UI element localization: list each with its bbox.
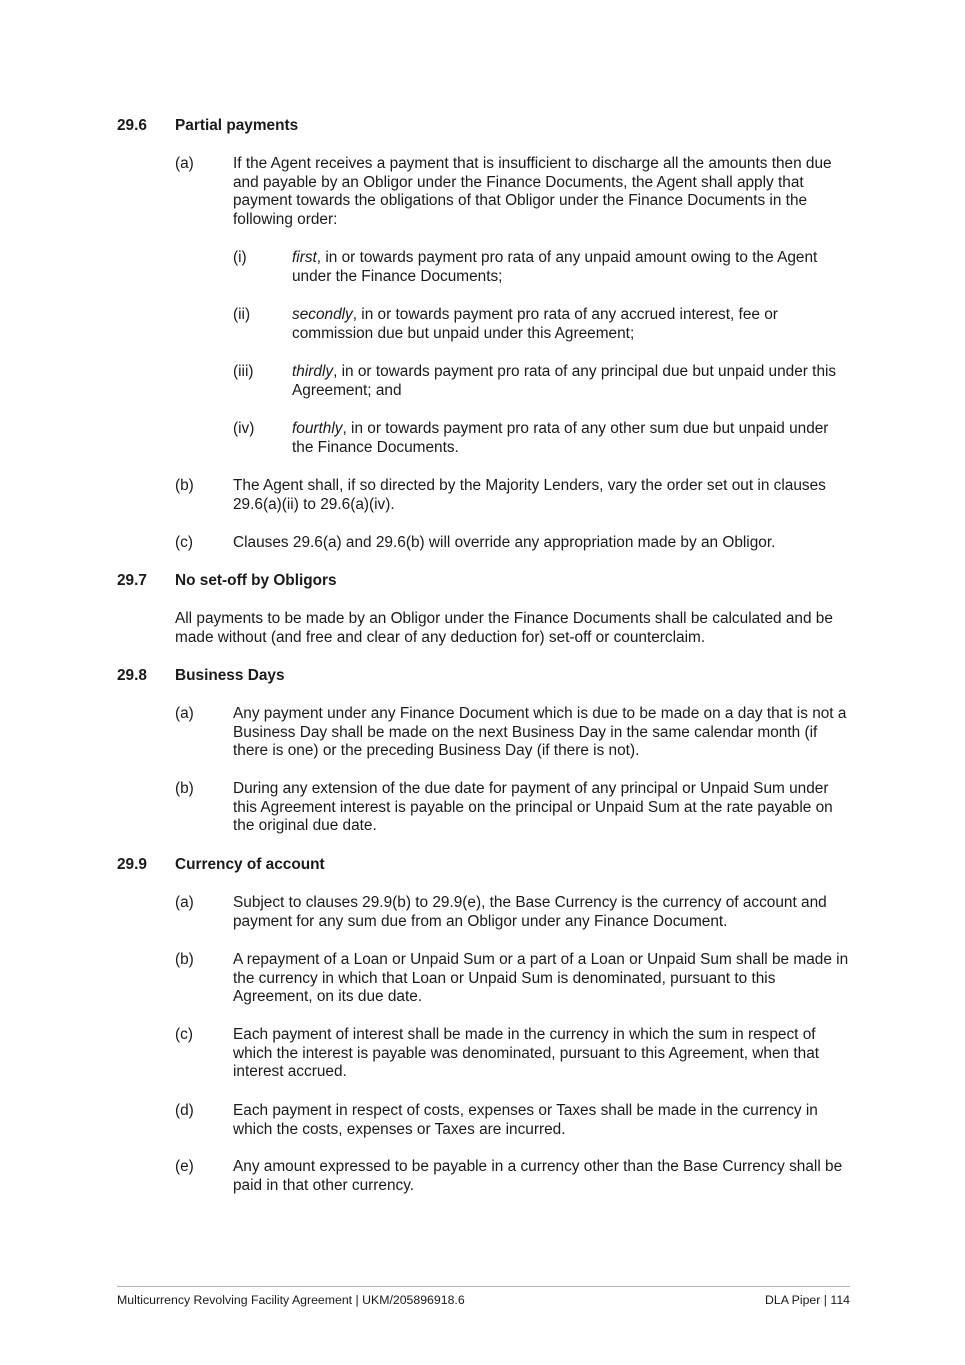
footer-divider xyxy=(117,1286,850,1287)
clause-29-6-a-iii xyxy=(233,363,850,400)
clause-label: (d) xyxy=(175,1102,194,1119)
footer-document-reference: Multicurrency Revolving Facility Agreement | UKM/205896918.6 xyxy=(117,1293,465,1307)
subclause-lead: thirdly xyxy=(292,363,334,380)
clause-29-9-d xyxy=(175,1102,850,1139)
clause-29-8-a xyxy=(175,705,850,761)
subclause-body: , in or towards payment pro rata of any other sum due but unpaid under the Finance Documents. xyxy=(292,420,829,456)
clause-text: Each payment in respect of costs, expenses or Taxes shall be made in the currency in which the costs, expenses or Taxes are incurred. xyxy=(233,1102,818,1138)
clause-text: Subject to clauses 29.9(b) to 29.9(e), the Base Currency is the currency of account and payment for any sum due from an Obligor under any Finance Document. xyxy=(233,894,827,930)
clause-29-6-a-ii xyxy=(233,306,850,343)
clause-label: (b) xyxy=(175,780,194,797)
clause-29-8-b xyxy=(175,780,850,836)
clause-label: (c) xyxy=(175,1026,193,1043)
clause-29-6-c xyxy=(175,534,850,553)
footer-page-number: DLA Piper | 114 xyxy=(765,1293,850,1307)
clause-29-6-a-i xyxy=(233,249,850,286)
subclause-text xyxy=(292,249,850,286)
section-title: Currency of account xyxy=(175,856,325,873)
clause-29-9-e xyxy=(175,1158,850,1195)
section-title: No set-off by Obligors xyxy=(175,572,337,589)
clause-label: (a) xyxy=(175,705,194,722)
subclause-text xyxy=(292,420,850,457)
subclause-label: (iii) xyxy=(233,363,254,380)
clause-29-6-a xyxy=(175,155,850,230)
clause-label: (e) xyxy=(175,1158,194,1175)
subclause-lead: first xyxy=(292,249,317,266)
clause-text: If the Agent receives a payment that is insufficient to discharge all the amounts then due and payable by an Obligor under the Finance Documents, the Agent shall apply that payment towards the obligations of that Obligor under the Finance Documents in the following order: xyxy=(233,155,832,229)
clause-label: (a) xyxy=(175,894,194,911)
subclause-lead: fourthly xyxy=(292,420,343,437)
clause-29-6-b xyxy=(175,477,850,514)
subclause-lead: secondly xyxy=(292,306,353,323)
subclause-text xyxy=(292,363,850,400)
clause-label: (b) xyxy=(175,477,194,494)
subclause-label: (iv) xyxy=(233,420,255,437)
clause-text: A repayment of a Loan or Unpaid Sum or a part of a Loan or Unpaid Sum shall be made in the currency in which that Loan or Unpaid Sum is denominated, pursuant to this Agreement, on its due date. xyxy=(233,951,849,1006)
clause-text: Each payment of interest shall be made in the currency in which the sum in respect of which the interest is payable was denominated, pursuant to this Agreement, when that interest accrued. xyxy=(233,1026,820,1081)
clause-text: Any amount expressed to be payable in a currency other than the Base Currency shall be paid in that other currency. xyxy=(233,1158,843,1194)
clause-29-9-b xyxy=(175,951,850,1007)
clause-text: Any payment under any Finance Document which is due to be made on a day that is not a Business Day shall be made on the next Business Day in the same calendar month (if there is one) or the preceding Business Day (if there is not). xyxy=(233,705,847,760)
subclause-label: (i) xyxy=(233,249,247,266)
subclause-label: (ii) xyxy=(233,306,251,323)
section-number: 29.7 xyxy=(117,572,147,589)
clause-29-6-a-iv xyxy=(233,420,850,457)
clause-label: (b) xyxy=(175,951,194,968)
section-number: 29.9 xyxy=(117,856,147,873)
clause-text: During any extension of the due date for payment of any principal or Unpaid Sum under this Agreement interest is payable on the principal or Unpaid Sum at the rate payable on the original due date. xyxy=(233,780,833,835)
clause-29-9-c xyxy=(175,1026,850,1082)
clause-29-7-text: All payments to be made by an Obligor under the Finance Documents shall be calculated and be made without (and free and clear of any deduction for) set-off or counterclaim. xyxy=(175,610,833,646)
clause-29-9-a xyxy=(175,894,850,931)
clause-label: (a) xyxy=(175,155,194,172)
clause-text: Clauses 29.6(a) and 29.6(b) will override any appropriation made by an Obligor. xyxy=(233,534,776,551)
section-number: 29.6 xyxy=(117,117,147,134)
subclause-text xyxy=(292,306,850,343)
section-number: 29.8 xyxy=(117,667,147,684)
section-title: Business Days xyxy=(175,667,285,684)
section-title: Partial payments xyxy=(175,117,299,134)
subclause-body: , in or towards payment pro rata of any accrued interest, fee or commission due but unpaid under this Agreement; xyxy=(292,306,778,342)
clause-text: The Agent shall, if so directed by the Majority Lenders, vary the order set out in clauses 29.6(a)(ii) to 29.6(a)(iv). xyxy=(233,477,826,513)
subclause-body: , in or towards payment pro rata of any unpaid amount owing to the Agent under the Finance Documents; xyxy=(292,249,818,285)
subclause-body: , in or towards payment pro rata of any principal due but unpaid under this Agreement; and xyxy=(292,363,837,399)
clause-label: (c) xyxy=(175,534,193,551)
